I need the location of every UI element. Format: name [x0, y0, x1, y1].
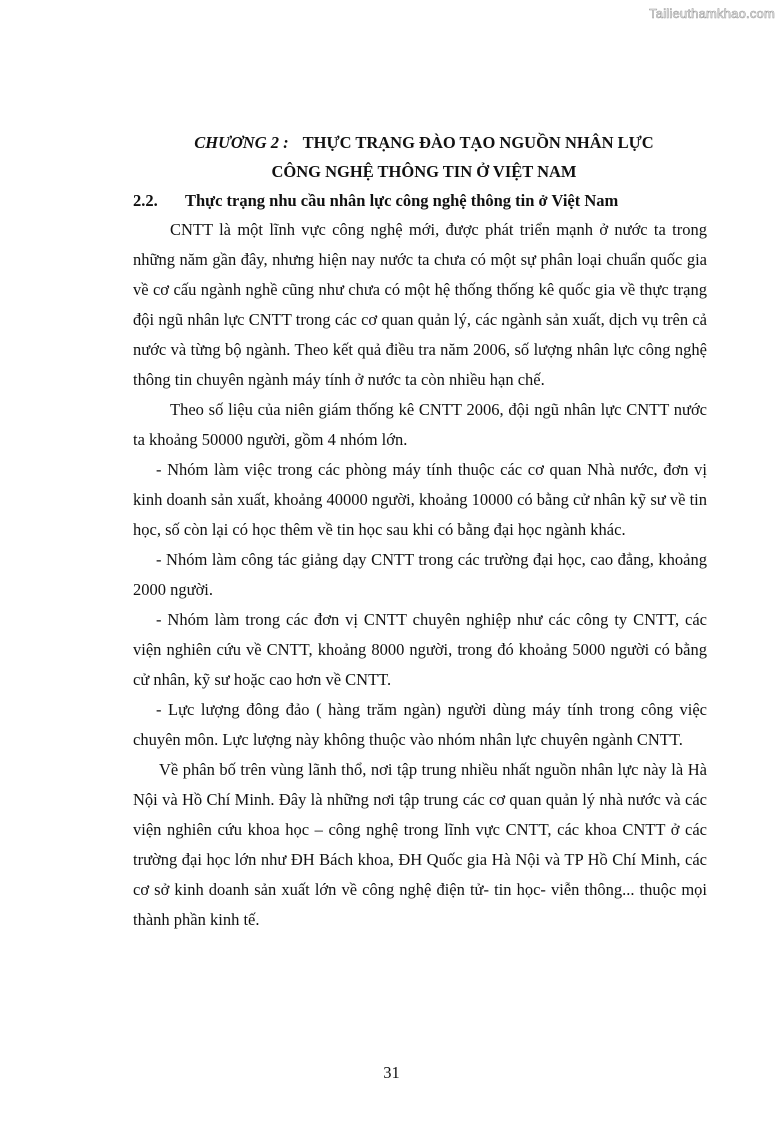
chapter-title-line1: THỰC TRẠNG ĐÀO TẠO NGUỒN NHÂN LỰC — [302, 133, 654, 152]
list-item-group-2: - Nhóm làm công tác giảng dạy CNTT trong các trường đại học, cao đẳng, khoảng 2000 người. — [133, 550, 707, 599]
paragraph-statistics: Theo số liệu của niên giám thống kê CNTT 2006, đội ngũ nhân lực CNTT nước ta khoảng 50000 người, gồm 4 nhóm lớn. — [133, 400, 707, 449]
watermark: Tailieuthamkhao.com — [649, 6, 775, 21]
paragraph-intro: CNTT là một lĩnh vực công nghệ mới, được phát triển mạnh ở nước ta trong những năm gần đây, nhưng hiện nay nước ta chưa có một sự phân loại chuẩn quốc gia về cơ cấu ngành nghề cũng như chưa có một hệ thống thống kê quốc gia về thực trạng đội ngũ nhân lực CNTT trong các cơ quan quản lý, các ngành sản xuất, dịch vụ trên cả nước và từng bộ ngành. Theo kết quả điều tra năm 2006, số lượng nhân lực công nghệ thông tin chuyên ngành máy tính ở nước ta còn nhiều hạn chế. — [133, 220, 707, 389]
section-title: Thực trạng nhu cầu nhân lực công nghệ thông tin ở Việt Nam — [185, 191, 619, 210]
paragraph-distribution: Về phân bố trên vùng lãnh thổ, nơi tập trung nhiều nhất nguồn nhân lực này là Hà Nội và Hồ Chí Minh. Đây là những nơi tập trung các cơ quan quản lý nhà nước và các viện nghiên cứu khoa học – công nghệ trong lĩnh vực CNTT, các khoa CNTT ở các trường đại học lớn như ĐH Bách khoa, ĐH Quốc gia Hà Nội và TP Hồ Chí Minh, các cơ sở kinh doanh sản xuất lớn về công nghệ điện tử- tin học- viễn thông... thuộc mọi thành phần kinh tế. — [133, 760, 707, 929]
list-item-group-1: - Nhóm làm việc trong các phòng máy tính thuộc các cơ quan Nhà nước, đơn vị kinh doanh sản xuất, khoảng 40000 người, khoảng 10000 có bằng cử nhân kỹ sư về tin học, số còn lại có học thêm về tin học sau khi có bằng đại học ngành khác. — [133, 460, 707, 539]
page-number: 31 — [383, 1063, 400, 1082]
document-body — [133, 128, 707, 935]
chapter-label: CHƯƠNG 2 : — [194, 133, 289, 152]
list-item-group-4: - Lực lượng đông đảo ( hàng trăm ngàn) người dùng máy tính trong công việc chuyên môn. Lực lượng này không thuộc vào nhóm nhân lực chuyên ngành CNTT. — [133, 700, 707, 749]
section-heading — [133, 186, 707, 215]
chapter-title — [141, 128, 707, 157]
chapter-title-line2: CÔNG NGHỆ THÔNG TIN Ở VIỆT NAM — [271, 162, 577, 181]
section-number: 2.2. — [133, 191, 158, 210]
list-item-group-3: - Nhóm làm trong các đơn vị CNTT chuyên nghiệp như các công ty CNTT, các viện nghiên cứu về CNTT, khoảng 8000 người, trong đó khoảng 5000 người có bằng cử nhân, kỹ sư hoặc cao hơn về CNTT. — [133, 610, 707, 689]
